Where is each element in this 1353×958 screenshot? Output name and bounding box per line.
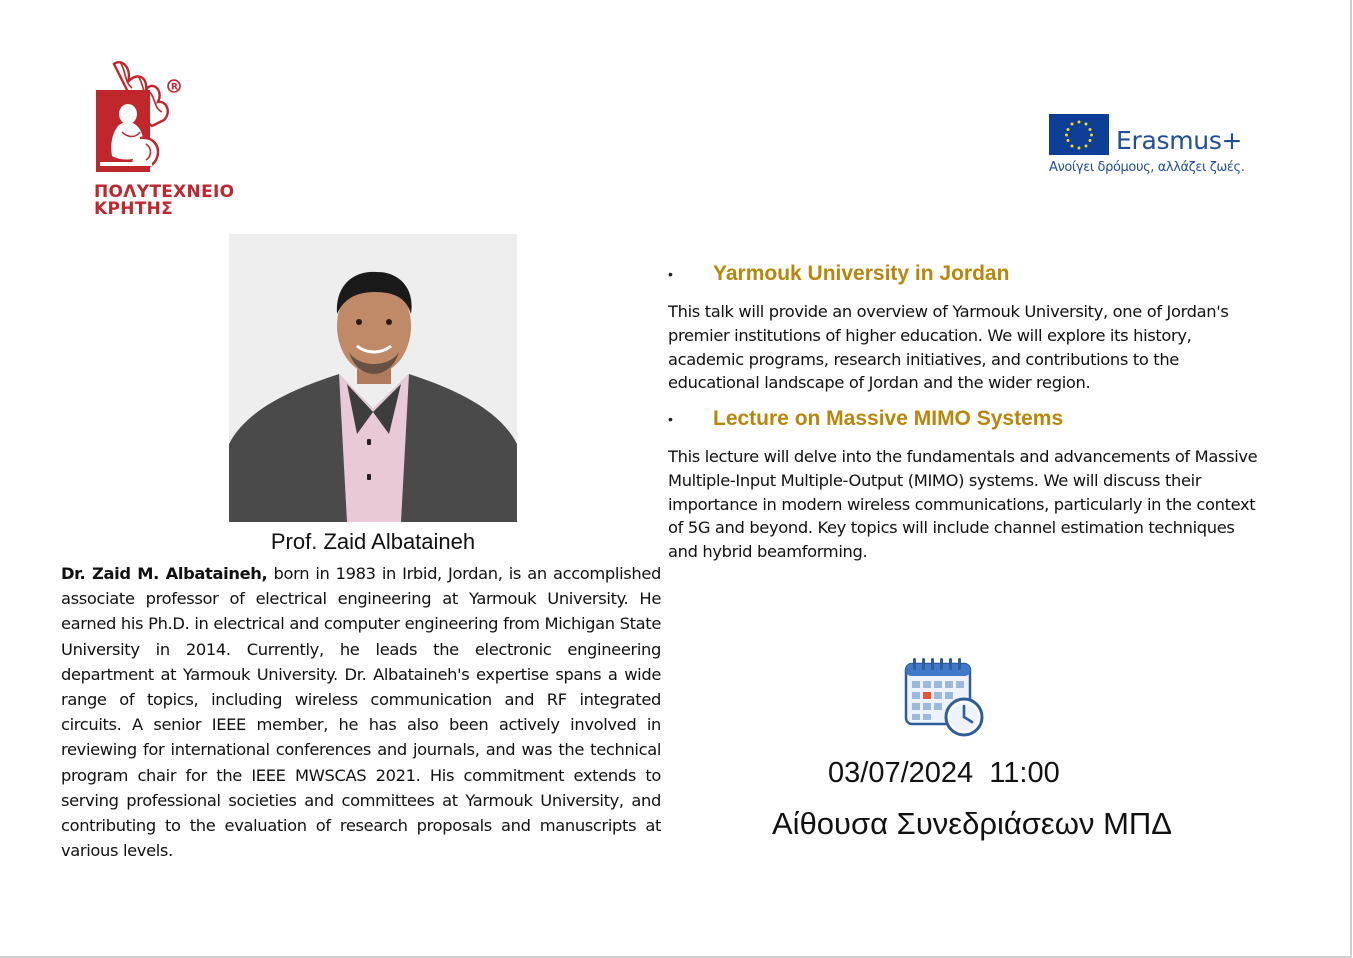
speaker-name: Prof. Zaid Albataineh	[270, 529, 476, 554]
speaker-photo	[229, 234, 517, 522]
topic-description: This lecture will delve into the fundamentals and advancements of Massive Multiple-Input Multiple-Output (MIMO) systems. We will discuss their importance in modern wireless communications, particularly in the context of 5G and beyond. Key topics will include channel estimation techniques and hybrid beamforming.	[668, 447, 1258, 562]
erasmus-tagline: Ανοίγει δρόμους, αλλάζει ζωές.	[1049, 160, 1245, 175]
event-time: 11:00	[989, 757, 1060, 789]
speaker-bio-text: born in 1983 in Irbid, Jordan, is an accomplished associate professor of electrical engineering at Yarmouk University. He earned his Ph.D. in electrical and computer engineering from Michigan State University in 2014. Currently, he leads the electronic engineering department at Yarmouk University. Dr. Albataineh's expertise spans a wide range of topics, including wireless communication and RF integrated circuits. A senior IEEE member, he has also been actively involved in reviewing for international conferences and journals, and was the technical program chair for the IEEE MWSCAS 2021. His commitment extends to serving professional societies and committees at Yarmouk University, and contributing to the evaluation of research proposals and manuscripts at various levels.	[61, 564, 661, 861]
speaker-bio-lead: Dr. Zaid M. Albataineh,	[61, 564, 268, 583]
bullet-icon: •	[668, 266, 673, 282]
topic-title: Lecture on Massive MIMO Systems	[713, 407, 1064, 430]
topic-title: Yarmouk University in Jordan	[713, 262, 1010, 285]
tuc-logo	[92, 56, 252, 226]
event-datetime	[828, 757, 1060, 790]
calendar-clock-icon	[903, 656, 987, 740]
bullet-icon: •	[668, 411, 673, 427]
event-venue: Αίθουσα Συνεδριάσεων ΜΠΔ	[772, 806, 1172, 841]
event-date: 03/07/2024	[828, 757, 974, 789]
erasmus-wordmark: Erasmus+	[1116, 126, 1243, 155]
speaker-portrait-icon	[229, 234, 517, 522]
topic-description: This talk will provide an overview of Yarmouk University, one of Jordan's premier institutions of higher education. We will explore its history, academic programs, research initiatives, and contributions to the educational landscape of Jordan and the wider region.	[668, 302, 1229, 393]
tuc-line-2: ΚΡΗΤΗΣ	[94, 199, 174, 219]
speaker-bio	[61, 561, 661, 863]
eu-flag-icon	[1049, 114, 1109, 155]
svg-text:R: R	[171, 82, 178, 93]
erasmus-logo	[1049, 114, 1259, 178]
tuc-logo-text	[94, 184, 234, 218]
tuc-line-1: ΠΟΛΥΤΕΧΝΕΙΟ	[94, 182, 235, 202]
page-edge	[1350, 0, 1352, 958]
tuc-sphinx-logo-icon	[92, 56, 192, 181]
